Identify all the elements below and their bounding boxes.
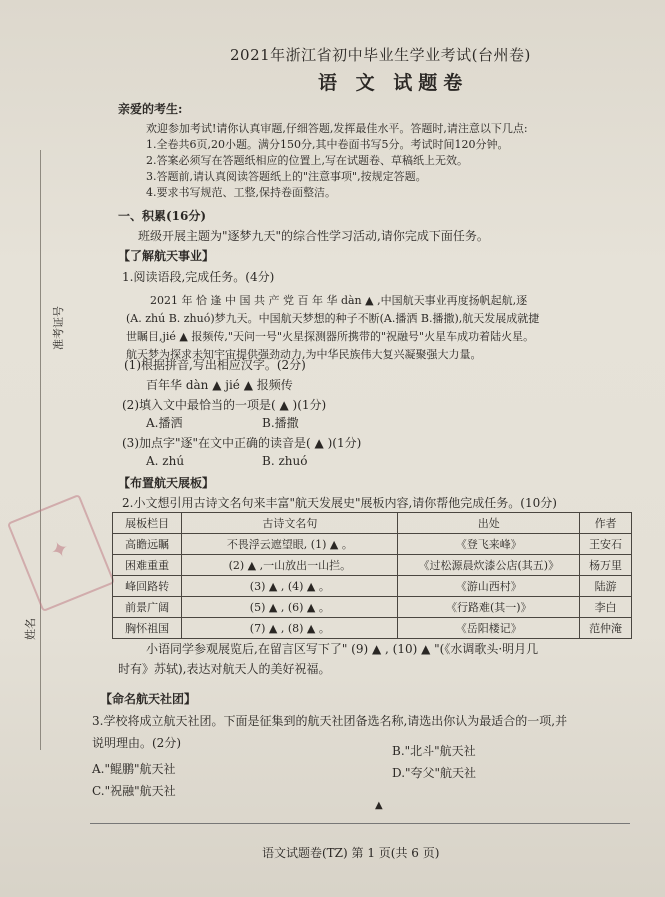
part-heading: 【布置航天展板】 xyxy=(118,476,215,490)
option: D."夸父"航天社 xyxy=(392,766,477,780)
table-cell: 《登飞来峰》 xyxy=(398,534,580,555)
passage-line: 航天梦为探求未知宇宙提供强劲动力,为中华民族伟大复兴凝聚强大力量。 xyxy=(126,348,482,361)
table-cell: 胸怀祖国 xyxy=(113,618,182,639)
table-cell: 《游山西村》 xyxy=(398,576,580,597)
question-1-2: (2)填入文中最恰当的一项是( ▲ )(1分) xyxy=(122,398,327,412)
question-1-1: (1)根据拼音,写出相应汉字。(2分) xyxy=(124,358,306,372)
question-2-followup: 小语同学参观展览后,在留言区写下了" (9) ▲ , (10) ▲ "(《水调歌头·明月几 xyxy=(146,642,539,656)
note-line: 2.答案必须写在答题纸相应的位置上,写在试题卷、草稿纸上无效。 xyxy=(146,154,468,167)
table-row xyxy=(113,534,632,555)
question-1-3: (3)加点字"逐"在文中正确的读音是( ▲ )(1分) xyxy=(122,436,362,450)
note-line: 3.答题前,请认真阅读答题纸上的"注意事项",按规定答题。 xyxy=(146,170,427,183)
table-cell: 不畏浮云遮望眼, (1) ▲ 。 xyxy=(182,534,398,555)
question-3: 说明理由。(2分) xyxy=(92,736,181,750)
table-row xyxy=(113,618,632,639)
table-cell: (5) ▲ , (6) ▲ 。 xyxy=(182,597,398,618)
passage-line: (A. zhú B. zhuó)梦九天。中国航天梦想的种子不断(A.播洒 B.播撒),航天发展成就捷 xyxy=(126,312,540,325)
table-row xyxy=(113,555,632,576)
table-header-row xyxy=(113,513,632,534)
section-heading: 一、积累(16分) xyxy=(118,209,207,223)
table-cell: (3) ▲ , (4) ▲ 。 xyxy=(182,576,398,597)
question-1-1-line: 百年华 dàn ▲ jié ▲ 报频传 xyxy=(146,378,293,392)
note-line: 欢迎参加考试!请你认真审题,仔细答题,发挥最佳水平。答题时,请注意以下几点: xyxy=(146,122,528,135)
table-cell: 《过松源晨炊漆公店(其五)》 xyxy=(398,555,580,576)
part-heading: 【命名航天社团】 xyxy=(100,692,197,706)
option: B. zhuó xyxy=(262,454,308,468)
note-line: 1.全卷共6页,20小题。满分150分,其中卷面书写5分。考试时间120分钟。 xyxy=(146,138,509,151)
option: B.播撒 xyxy=(262,416,299,430)
table-cell: 杨万里 xyxy=(580,555,632,576)
table-cell: 李白 xyxy=(580,597,632,618)
page-footer: 语文试题卷(TZ) 第 1 页(共 6 页) xyxy=(262,846,440,860)
binding-line xyxy=(40,150,41,750)
note-line: 4.要求书写规范、工整,保持卷面整洁。 xyxy=(146,186,336,199)
table-header: 古诗文名句 xyxy=(182,513,398,534)
table-cell: 困难重重 xyxy=(113,555,182,576)
greeting: 亲爱的考生: xyxy=(118,102,183,116)
table-row xyxy=(113,597,632,618)
table-cell: (2) ▲ ,一山放出一山拦。 xyxy=(182,555,398,576)
answer-mark: ▲ xyxy=(375,800,383,811)
table-header: 作者 xyxy=(580,513,632,534)
question-3: 3.学校将成立航天社团。下面是征集到的航天社团备选名称,请选出你认为最适合的一项,并 xyxy=(92,714,568,728)
part-heading: 【了解航天事业】 xyxy=(118,249,215,263)
footer-divider xyxy=(90,823,630,824)
question-2: 2.小文想引用古诗文名句来丰富"航天发展史"展板内容,请你帮他完成任务。(10分) xyxy=(122,496,557,510)
passage-line: 世瞩目,jié ▲ 报频传,"天问一号"火星探测器所携带的"祝融号"火星车成功着陆火星。 xyxy=(126,330,535,343)
table-row xyxy=(113,576,632,597)
table-cell: 峰回路转 xyxy=(113,576,182,597)
stamp-mark: ✦ xyxy=(7,494,115,612)
section-intro: 班级开展主题为"逐梦九天"的综合性学习活动,请你完成下面任务。 xyxy=(138,229,489,243)
table-cell: 陆游 xyxy=(580,576,632,597)
exam-title: 2021年浙江省初中毕业生学业考试(台州卷) xyxy=(230,46,531,64)
table-cell: 《岳阳楼记》 xyxy=(398,618,580,639)
question-2-followup: 时有》苏轼),表达对航天人的美好祝福。 xyxy=(118,662,331,676)
poem-table xyxy=(112,512,632,639)
table-cell: 范仲淹 xyxy=(580,618,632,639)
option: A."鲲鹏"航天社 xyxy=(92,762,176,776)
exam-subtitle: 语 文 试题卷 xyxy=(318,72,469,94)
name-label: 姓名 xyxy=(24,618,37,640)
admission-number-label: 准考证号 xyxy=(52,306,65,350)
table-cell: 《行路难(其一)》 xyxy=(398,597,580,618)
table-cell: 高瞻远瞩 xyxy=(113,534,182,555)
option: A.播洒 xyxy=(146,416,183,430)
option: A. zhú xyxy=(146,454,185,468)
question-1: 1.阅读语段,完成任务。(4分) xyxy=(122,270,275,284)
option: C."祝融"航天社 xyxy=(92,784,176,798)
table-header: 出处 xyxy=(398,513,580,534)
table-cell: 前景广阔 xyxy=(113,597,182,618)
passage-line: 2021 年 恰 逢 中 国 共 产 党 百 年 华 dàn ▲ ,中国航天事业再度扬帆起航,逐 xyxy=(150,294,528,307)
option: B."北斗"航天社 xyxy=(392,744,476,758)
table-header: 展板栏目 xyxy=(113,513,182,534)
table-cell: 王安石 xyxy=(580,534,632,555)
table-cell: (7) ▲ , (8) ▲ 。 xyxy=(182,618,398,639)
